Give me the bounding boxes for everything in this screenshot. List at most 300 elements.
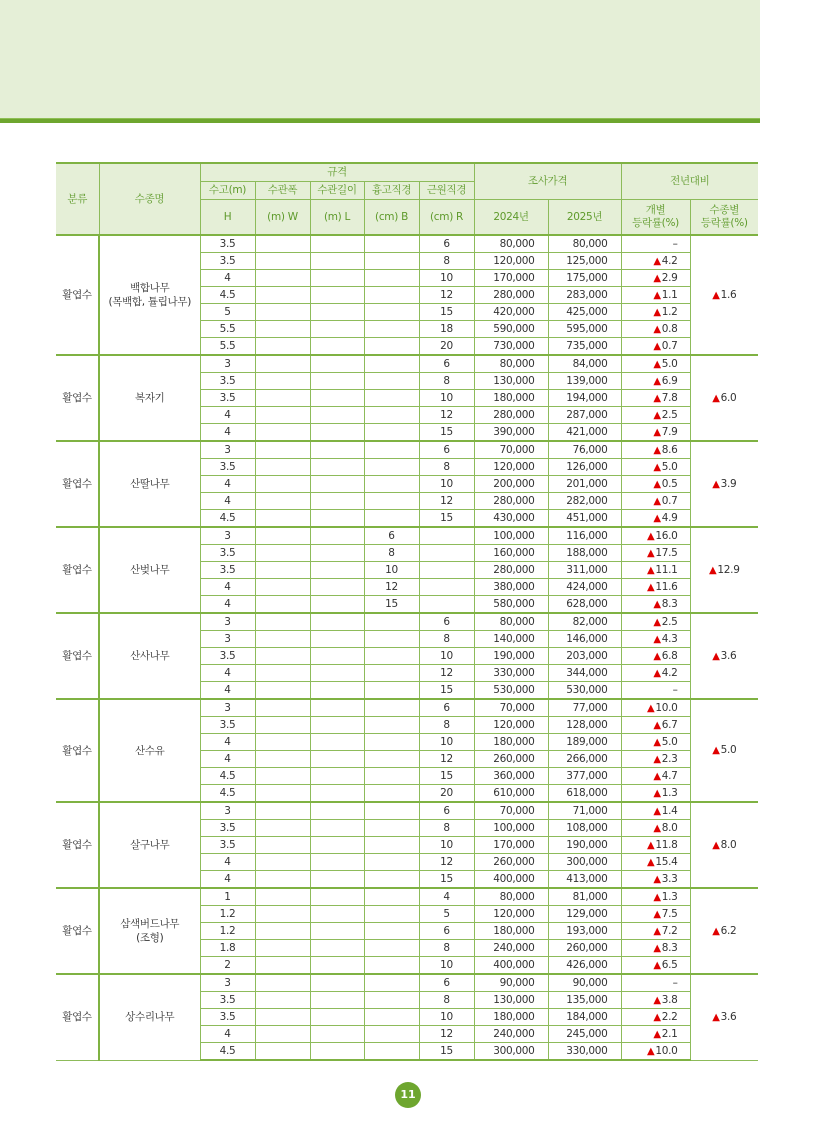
crown-width-cell bbox=[255, 407, 310, 424]
height-cell: 3 bbox=[200, 699, 255, 717]
header-individual-rate bbox=[621, 200, 690, 236]
root-diameter-cell: 6 bbox=[419, 613, 474, 631]
crown-length-cell bbox=[310, 1026, 364, 1043]
price-2024-cell: 120,000 bbox=[474, 906, 548, 923]
crown-width-cell bbox=[255, 974, 310, 992]
root-diameter-cell: 8 bbox=[419, 992, 474, 1009]
up-triangle-icon: ▲ bbox=[712, 392, 720, 404]
crown-length-cell bbox=[310, 837, 364, 854]
individual-rate-cell bbox=[621, 854, 690, 871]
dbh-cell bbox=[364, 992, 419, 1009]
crown-width-cell bbox=[255, 476, 310, 493]
crown-width-cell bbox=[255, 355, 310, 373]
header-year-2025: 2025년 bbox=[548, 200, 621, 236]
dbh-cell bbox=[364, 871, 419, 889]
individual-rate-cell bbox=[621, 923, 690, 940]
crown-length-cell bbox=[310, 527, 364, 545]
up-triangle-icon: ▲ bbox=[653, 959, 661, 971]
height-cell: 4 bbox=[200, 493, 255, 510]
price-2024-cell: 280,000 bbox=[474, 493, 548, 510]
individual-rate-cell bbox=[621, 596, 690, 614]
up-triangle-icon: ▲ bbox=[646, 530, 655, 542]
price-2025-cell: 139,000 bbox=[548, 373, 621, 390]
individual-rate-value: 3.8 bbox=[661, 993, 678, 1006]
individual-rate-cell bbox=[621, 785, 690, 803]
individual-rate-cell bbox=[621, 820, 690, 837]
price-2025-cell: 184,000 bbox=[548, 1009, 621, 1026]
dbh-cell bbox=[364, 699, 419, 717]
crown-width-cell bbox=[255, 253, 310, 270]
individual-rate-value: 16.0 bbox=[655, 529, 678, 542]
species-name: 산딸나무 bbox=[130, 478, 170, 490]
crown-length-cell bbox=[310, 734, 364, 751]
price-2024-cell: 280,000 bbox=[474, 407, 548, 424]
up-triangle-icon: ▲ bbox=[653, 375, 661, 387]
price-2025-cell: 194,000 bbox=[548, 390, 621, 407]
crown-length-cell bbox=[310, 253, 364, 270]
category-cell: 활엽수 bbox=[56, 888, 99, 974]
up-triangle-icon: ▲ bbox=[653, 444, 661, 456]
crown-length-cell bbox=[310, 613, 364, 631]
up-triangle-icon: ▲ bbox=[653, 409, 661, 421]
crown-width-cell bbox=[255, 802, 310, 820]
dbh-cell bbox=[364, 373, 419, 390]
crown-length-cell bbox=[310, 441, 364, 459]
up-triangle-icon: ▲ bbox=[646, 839, 655, 851]
individual-rate-value: 5.0 bbox=[661, 357, 678, 370]
price-2025-cell: 90,000 bbox=[548, 974, 621, 992]
individual-rate-cell bbox=[621, 510, 690, 528]
price-2024-cell: 380,000 bbox=[474, 579, 548, 596]
individual-rate-cell bbox=[621, 373, 690, 390]
crown-length-cell bbox=[310, 940, 364, 957]
root-diameter-cell: 12 bbox=[419, 1026, 474, 1043]
price-2025-cell: 618,000 bbox=[548, 785, 621, 803]
crown-length-cell bbox=[310, 493, 364, 510]
up-triangle-icon: ▲ bbox=[653, 272, 661, 284]
individual-rate-cell bbox=[621, 579, 690, 596]
category-cell: 활엽수 bbox=[56, 441, 99, 527]
price-2025-cell: 377,000 bbox=[548, 768, 621, 785]
crown-length-cell bbox=[310, 631, 364, 648]
height-cell: 3.5 bbox=[200, 459, 255, 476]
individual-rate-cell bbox=[621, 424, 690, 442]
dbh-cell: 6 bbox=[364, 527, 419, 545]
crown-width-cell bbox=[255, 717, 310, 734]
crown-length-cell bbox=[310, 820, 364, 837]
crown-length-cell bbox=[310, 1043, 364, 1061]
height-cell: 1 bbox=[200, 888, 255, 906]
crown-length-cell bbox=[310, 407, 364, 424]
dbh-cell bbox=[364, 1009, 419, 1026]
crown-width-cell bbox=[255, 459, 310, 476]
header-spec-group: 규격 bbox=[200, 163, 474, 182]
dbh-cell bbox=[364, 682, 419, 700]
header-price-group: 조사가격 bbox=[474, 163, 621, 200]
crown-width-cell bbox=[255, 579, 310, 596]
price-2025-cell: 128,000 bbox=[548, 717, 621, 734]
crown-width-cell bbox=[255, 785, 310, 803]
table-header bbox=[56, 163, 758, 235]
species-cell bbox=[99, 888, 200, 974]
individual-rate-value: 1.2 bbox=[661, 305, 678, 318]
up-triangle-icon: ▲ bbox=[653, 770, 661, 782]
crown-length-cell bbox=[310, 974, 364, 992]
individual-rate-cell bbox=[621, 304, 690, 321]
crown-width-cell bbox=[255, 287, 310, 304]
individual-rate-value: 2.3 bbox=[661, 752, 678, 765]
root-diameter-cell: 12 bbox=[419, 407, 474, 424]
species-rate-value: 1.6 bbox=[720, 288, 737, 301]
dbh-cell bbox=[364, 631, 419, 648]
root-diameter-cell: 10 bbox=[419, 270, 474, 287]
height-cell: 3.5 bbox=[200, 562, 255, 579]
price-2025-cell: 146,000 bbox=[548, 631, 621, 648]
root-diameter-cell: 15 bbox=[419, 682, 474, 700]
header-species-rate-line2: 등락률(%) bbox=[700, 217, 748, 229]
up-triangle-icon: ▲ bbox=[712, 839, 720, 851]
dbh-cell bbox=[364, 906, 419, 923]
dbh-cell bbox=[364, 510, 419, 528]
table-row bbox=[56, 974, 758, 992]
price-2025-cell: 413,000 bbox=[548, 871, 621, 889]
price-2024-cell: 280,000 bbox=[474, 562, 548, 579]
price-2025-cell: 193,000 bbox=[548, 923, 621, 940]
crown-length-cell bbox=[310, 665, 364, 682]
up-triangle-icon: ▲ bbox=[646, 856, 655, 868]
price-2025-cell: 135,000 bbox=[548, 992, 621, 1009]
species-cell bbox=[99, 699, 200, 802]
height-cell: 3.5 bbox=[200, 717, 255, 734]
header-species-rate-line1: 수종별 bbox=[709, 204, 740, 216]
crown-width-cell bbox=[255, 699, 310, 717]
price-2025-cell: 175,000 bbox=[548, 270, 621, 287]
species-rate-cell bbox=[690, 802, 758, 888]
category-cell: 활엽수 bbox=[56, 235, 99, 355]
individual-rate-cell bbox=[621, 321, 690, 338]
height-cell: 1.2 bbox=[200, 906, 255, 923]
individual-rate-cell bbox=[621, 1043, 690, 1061]
crown-length-cell bbox=[310, 545, 364, 562]
individual-rate-value: – bbox=[672, 976, 678, 989]
individual-rate-value: 11.8 bbox=[655, 838, 678, 851]
category-cell: 활엽수 bbox=[56, 527, 99, 613]
up-triangle-icon: ▲ bbox=[646, 702, 655, 714]
up-triangle-icon: ▲ bbox=[712, 745, 720, 756]
table-body bbox=[56, 235, 758, 1060]
price-2025-cell: 426,000 bbox=[548, 957, 621, 975]
crown-width-cell bbox=[255, 235, 310, 253]
crown-width-cell bbox=[255, 751, 310, 768]
individual-rate-value: 8.6 bbox=[661, 443, 678, 456]
up-triangle-icon: ▲ bbox=[653, 461, 661, 473]
header-height-unit: H bbox=[200, 200, 255, 236]
height-cell: 3.5 bbox=[200, 1009, 255, 1026]
price-2024-cell: 120,000 bbox=[474, 459, 548, 476]
up-triangle-icon: ▲ bbox=[653, 891, 661, 903]
height-cell: 4 bbox=[200, 871, 255, 889]
tree-price-table bbox=[56, 162, 758, 1061]
individual-rate-value: 2.1 bbox=[661, 1027, 678, 1040]
crown-width-cell bbox=[255, 665, 310, 682]
price-2025-cell: 425,000 bbox=[548, 304, 621, 321]
up-triangle-icon: ▲ bbox=[653, 719, 661, 731]
price-2024-cell: 240,000 bbox=[474, 940, 548, 957]
up-triangle-icon: ▲ bbox=[653, 925, 661, 937]
height-cell: 4.5 bbox=[200, 287, 255, 304]
crown-length-cell bbox=[310, 373, 364, 390]
species-name: 산벚나무 bbox=[130, 564, 170, 576]
height-cell: 4 bbox=[200, 665, 255, 682]
header-crown-length: 수관길이 bbox=[310, 182, 364, 200]
species-rate-cell bbox=[690, 699, 758, 802]
height-cell: 3.5 bbox=[200, 253, 255, 270]
price-2024-cell: 390,000 bbox=[474, 424, 548, 442]
species-rate-value: 3.6 bbox=[720, 649, 737, 662]
dbh-cell bbox=[364, 270, 419, 287]
crown-length-cell bbox=[310, 270, 364, 287]
price-2025-cell: 80,000 bbox=[548, 235, 621, 253]
up-triangle-icon: ▲ bbox=[653, 753, 661, 765]
dbh-cell bbox=[364, 665, 419, 682]
price-2024-cell: 170,000 bbox=[474, 837, 548, 854]
species-rate-cell bbox=[690, 613, 758, 699]
root-diameter-cell bbox=[419, 579, 474, 596]
species-cell bbox=[99, 802, 200, 888]
up-triangle-icon: ▲ bbox=[653, 908, 661, 920]
species-rate-value: 3.6 bbox=[720, 1010, 737, 1023]
individual-rate-value: 2.5 bbox=[661, 615, 678, 628]
root-diameter-cell bbox=[419, 545, 474, 562]
crown-length-cell bbox=[310, 321, 364, 338]
dbh-cell bbox=[364, 355, 419, 373]
individual-rate-cell bbox=[621, 270, 690, 287]
individual-rate-value: 0.8 bbox=[661, 322, 678, 335]
crown-width-cell bbox=[255, 648, 310, 665]
dbh-cell bbox=[364, 253, 419, 270]
price-2024-cell: 200,000 bbox=[474, 476, 548, 493]
crown-width-cell bbox=[255, 338, 310, 356]
up-triangle-icon: ▲ bbox=[712, 478, 720, 490]
individual-rate-cell bbox=[621, 940, 690, 957]
root-diameter-cell: 12 bbox=[419, 287, 474, 304]
price-2025-cell: 82,000 bbox=[548, 613, 621, 631]
height-cell: 5.5 bbox=[200, 321, 255, 338]
up-triangle-icon: ▲ bbox=[709, 564, 717, 576]
species-rate-value: 6.2 bbox=[720, 924, 737, 937]
table-row bbox=[56, 527, 758, 545]
dbh-cell bbox=[364, 287, 419, 304]
dbh-cell bbox=[364, 424, 419, 442]
crown-length-cell bbox=[310, 562, 364, 579]
price-2024-cell: 140,000 bbox=[474, 631, 548, 648]
header-year-2024: 2024년 bbox=[474, 200, 548, 236]
price-2024-cell: 80,000 bbox=[474, 235, 548, 253]
height-cell: 3 bbox=[200, 802, 255, 820]
height-cell: 3 bbox=[200, 974, 255, 992]
individual-rate-value: 3.3 bbox=[661, 872, 678, 885]
dbh-cell bbox=[364, 751, 419, 768]
individual-rate-value: 7.8 bbox=[661, 391, 678, 404]
height-cell: 4.5 bbox=[200, 510, 255, 528]
root-diameter-cell bbox=[419, 527, 474, 545]
individual-rate-cell bbox=[621, 407, 690, 424]
category-cell: 활엽수 bbox=[56, 802, 99, 888]
crown-width-cell bbox=[255, 906, 310, 923]
up-triangle-icon: ▲ bbox=[653, 495, 661, 507]
crown-length-cell bbox=[310, 802, 364, 820]
root-diameter-cell: 10 bbox=[419, 837, 474, 854]
crown-width-cell bbox=[255, 304, 310, 321]
individual-rate-cell bbox=[621, 1026, 690, 1043]
root-diameter-cell: 6 bbox=[419, 802, 474, 820]
dbh-cell bbox=[364, 837, 419, 854]
height-cell: 4.5 bbox=[200, 785, 255, 803]
height-cell: 4 bbox=[200, 579, 255, 596]
species-name: 산사나무 bbox=[130, 650, 170, 662]
individual-rate-cell bbox=[621, 682, 690, 700]
individual-rate-cell bbox=[621, 631, 690, 648]
crown-width-cell bbox=[255, 441, 310, 459]
individual-rate-cell bbox=[621, 717, 690, 734]
dbh-cell bbox=[364, 923, 419, 940]
dbh-cell bbox=[364, 304, 419, 321]
species-rate-cell bbox=[690, 355, 758, 441]
crown-width-cell bbox=[255, 957, 310, 975]
root-diameter-cell: 15 bbox=[419, 304, 474, 321]
up-triangle-icon: ▲ bbox=[653, 426, 661, 438]
table-row bbox=[56, 235, 758, 253]
up-triangle-icon: ▲ bbox=[653, 667, 661, 679]
root-diameter-cell: 18 bbox=[419, 321, 474, 338]
header-individual-rate-line1: 개별 bbox=[645, 204, 666, 216]
dbh-cell bbox=[364, 785, 419, 803]
height-cell: 3 bbox=[200, 631, 255, 648]
table-row bbox=[56, 802, 758, 820]
up-triangle-icon: ▲ bbox=[653, 255, 661, 267]
individual-rate-value: 6.7 bbox=[661, 718, 678, 731]
crown-width-cell bbox=[255, 270, 310, 287]
price-2024-cell: 400,000 bbox=[474, 871, 548, 889]
price-2025-cell: 451,000 bbox=[548, 510, 621, 528]
individual-rate-value: 1.3 bbox=[661, 890, 678, 903]
price-2025-cell: 76,000 bbox=[548, 441, 621, 459]
price-2024-cell: 160,000 bbox=[474, 545, 548, 562]
dbh-cell: 8 bbox=[364, 545, 419, 562]
dbh-cell bbox=[364, 476, 419, 493]
header-banner bbox=[0, 0, 760, 119]
dbh-cell bbox=[364, 441, 419, 459]
root-diameter-cell: 10 bbox=[419, 648, 474, 665]
up-triangle-icon: ▲ bbox=[653, 994, 661, 1006]
individual-rate-value: 8.3 bbox=[661, 597, 678, 610]
price-2024-cell: 180,000 bbox=[474, 923, 548, 940]
root-diameter-cell: 10 bbox=[419, 1009, 474, 1026]
species-name: 상수리나무 bbox=[125, 1011, 175, 1024]
crown-width-cell bbox=[255, 992, 310, 1009]
root-diameter-cell: 12 bbox=[419, 493, 474, 510]
up-triangle-icon: ▲ bbox=[653, 822, 661, 834]
table-row bbox=[56, 355, 758, 373]
species-cell bbox=[99, 613, 200, 699]
up-triangle-icon: ▲ bbox=[653, 289, 661, 301]
individual-rate-cell bbox=[621, 1009, 690, 1026]
price-2025-cell: 245,000 bbox=[548, 1026, 621, 1043]
price-2024-cell: 180,000 bbox=[474, 1009, 548, 1026]
species-rate-cell bbox=[690, 441, 758, 527]
individual-rate-value: 8.0 bbox=[661, 821, 678, 834]
price-2024-cell: 80,000 bbox=[474, 888, 548, 906]
individual-rate-value: 0.7 bbox=[661, 339, 678, 352]
price-2024-cell: 100,000 bbox=[474, 527, 548, 545]
crown-length-cell bbox=[310, 888, 364, 906]
crown-length-cell bbox=[310, 1009, 364, 1026]
height-cell: 3 bbox=[200, 613, 255, 631]
individual-rate-cell bbox=[621, 493, 690, 510]
crown-width-cell bbox=[255, 820, 310, 837]
height-cell: 3.5 bbox=[200, 235, 255, 253]
dbh-cell bbox=[364, 1043, 419, 1061]
species-rate-value: 12.9 bbox=[717, 563, 740, 576]
individual-rate-cell bbox=[621, 476, 690, 493]
up-triangle-icon: ▲ bbox=[653, 512, 661, 524]
up-triangle-icon: ▲ bbox=[653, 650, 661, 662]
root-diameter-cell: 15 bbox=[419, 1043, 474, 1061]
height-cell: 2 bbox=[200, 957, 255, 975]
dbh-cell bbox=[364, 888, 419, 906]
price-2025-cell: 190,000 bbox=[548, 837, 621, 854]
height-cell: 3.5 bbox=[200, 992, 255, 1009]
root-diameter-cell: 10 bbox=[419, 734, 474, 751]
crown-width-cell bbox=[255, 837, 310, 854]
individual-rate-cell bbox=[621, 545, 690, 562]
price-2025-cell: 84,000 bbox=[548, 355, 621, 373]
crown-width-cell bbox=[255, 1009, 310, 1026]
crown-width-cell bbox=[255, 923, 310, 940]
height-cell: 3.5 bbox=[200, 837, 255, 854]
species-rate-value: 5.0 bbox=[720, 744, 737, 756]
dbh-cell bbox=[364, 235, 419, 253]
crown-length-cell bbox=[310, 579, 364, 596]
header-dbh-unit: (cm) B bbox=[364, 200, 419, 236]
individual-rate-cell bbox=[621, 992, 690, 1009]
price-2024-cell: 580,000 bbox=[474, 596, 548, 614]
price-2024-cell: 70,000 bbox=[474, 802, 548, 820]
up-triangle-icon: ▲ bbox=[646, 547, 655, 559]
price-2024-cell: 420,000 bbox=[474, 304, 548, 321]
root-diameter-cell: 4 bbox=[419, 888, 474, 906]
price-2025-cell: 421,000 bbox=[548, 424, 621, 442]
species-rate-cell bbox=[690, 888, 758, 974]
root-diameter-cell: 12 bbox=[419, 854, 474, 871]
dbh-cell bbox=[364, 459, 419, 476]
price-2025-cell: 344,000 bbox=[548, 665, 621, 682]
species-name: 백합나무 bbox=[130, 282, 170, 294]
category-cell: 활엽수 bbox=[56, 974, 99, 1060]
individual-rate-value: 10.0 bbox=[655, 701, 678, 714]
individual-rate-value: 6.5 bbox=[661, 958, 678, 971]
crown-width-cell bbox=[255, 596, 310, 614]
crown-length-cell bbox=[310, 510, 364, 528]
species-name: 산수유 bbox=[134, 744, 165, 757]
height-cell: 4 bbox=[200, 270, 255, 287]
price-2024-cell: 360,000 bbox=[474, 768, 548, 785]
up-triangle-icon: ▲ bbox=[653, 478, 661, 490]
individual-rate-cell bbox=[621, 562, 690, 579]
individual-rate-cell bbox=[621, 957, 690, 975]
header-change-group: 전년대비 bbox=[621, 163, 758, 200]
individual-rate-cell bbox=[621, 974, 690, 992]
